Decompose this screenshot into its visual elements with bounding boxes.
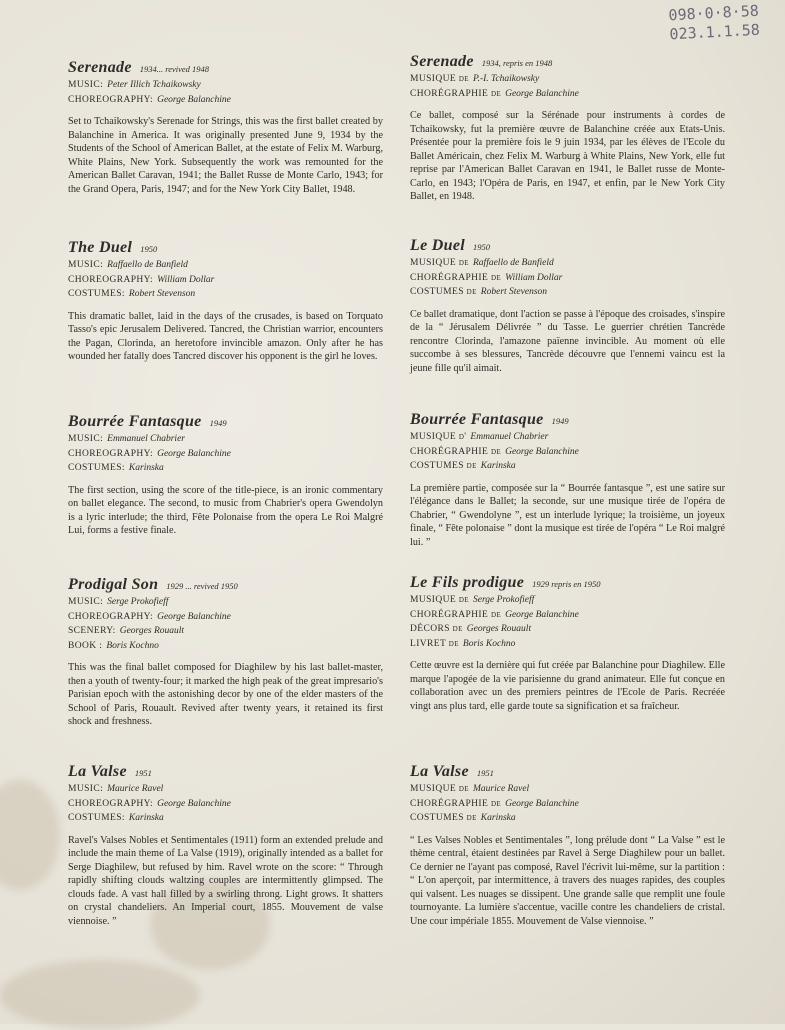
handwritten-number: 023.1.1.58 (668, 20, 760, 44)
ballet-description: This was the final ballet composed for Diaghilew by his last ballet-master, then a youth of twenty-four; it marked the high peak of the great impresario's Parisian epoch with the astonishing decor by one of the elder masters of the School of Paris, Rouault. Revived after twenty years, it retained its first shock and freshness. (68, 662, 383, 727)
ballet-title: Prodigal Son (68, 576, 159, 593)
ballet-entry (68, 575, 383, 729)
credit-role: COSTUMES: (68, 463, 125, 473)
ballet-title: La Valse (410, 763, 469, 780)
credit-line (410, 782, 725, 797)
credit-line (68, 287, 383, 302)
credit-name: Karinska (480, 813, 516, 823)
credit-line (68, 595, 383, 610)
ballet-entry (410, 762, 725, 928)
ballet-description: Set to Tchaikowsky's Serenade for Strings, this was the first ballet created by Balanchine in America. It was originally presented June 9, 1934 by the Students of the School of American Ballet, at the estate of Felix M. Warburg, White Plains, New York. Subsequently the work was remounted for the American Ballet Caravan, 1941; the Ballet Russe de Monte Carlo, 1943; for the Grand Opera, Paris, 1947; and for the New York City Ballet, 1948. (68, 116, 383, 195)
ballet-description: “ Les Valses Nobles et Sentimentales ”, long prélude dont “ La Valse ” est le thème central, étaient destinées par Ravel à Serge Diaghilew pour un ballet. Ce dernier ne l'ayant pas composé, Ravel l'écrivit lui-même, sur la partition : “ L'on aperçoit, par intermittence, à travers des nuages rapides, des couples qui valsent. Les nuages se dissipent. Une grande salle que remplit une foule tournoyante. La lumière s'accentue, vacille contre les chandeliers de cristal. Une cour impériale 1855. Mouvement de Valse viennoise. ” (410, 834, 725, 927)
credit-line (68, 258, 383, 273)
paper-stain (0, 780, 60, 890)
credit-name: George Balanchine (505, 88, 579, 99)
credit-name: George Balanchine (157, 798, 231, 809)
ballet-description: Cette œuvre est la dernière qui fut créée par Balanchine pour Diaghilew. Elle marque l'apogée de la vie parisienne du grand animateur. Elle fut conçue en collaboration avec un des premiers peintres de l'Ecole de Paris. Recréée vingt ans plus tard, elle garde toute sa signification et sa fraîcheur. (410, 660, 725, 712)
handwritten-number: 098·0·8·58 (667, 1, 759, 25)
ballet-entry (68, 58, 383, 196)
ballet-date: 1929 ... revived 1950 (166, 581, 238, 591)
ballet-date: 1951 (134, 768, 152, 778)
credit-line (68, 78, 383, 93)
credit-line (410, 445, 725, 460)
ballet-heading (68, 58, 383, 78)
ballet-description: The first section, using the score of the title-piece, is an ironic commentary on ballet elegance. The second, to music from Chabrier's opera Gwendolyn is a lyric interlude; the third, Fête Polonaise from the opera Le Roi Malgré Lui, forms a festive finale. (68, 484, 383, 536)
credit-role: CHOREOGRAPHY: (68, 448, 154, 459)
ballet-heading (410, 762, 725, 782)
credit-role: COSTUMES de (410, 287, 477, 297)
ballet-title: Serenade (68, 59, 132, 76)
ballet-date: 1950 (472, 242, 490, 252)
ballet-date: 1934, repris en 1948 (481, 58, 553, 68)
credit-role: MUSIQUE de (410, 784, 469, 794)
credit-role: MUSIQUE de (410, 595, 469, 605)
credit-name: George Balanchine (157, 94, 231, 105)
ballet-heading (410, 573, 725, 593)
credit-line (410, 637, 725, 652)
credit-role: MUSIC: (68, 434, 104, 444)
credit-line (68, 624, 383, 639)
credit-role: CHORÉGRAPHIE de (410, 272, 502, 283)
credit-role: CHOREOGRAPHY: (68, 798, 154, 809)
credit-name: Raffaello de Banfield (107, 260, 188, 270)
ballet-title: Bourrée Fantasque (68, 413, 202, 430)
credit-line (68, 461, 383, 476)
ballet-date: 1949 (551, 416, 569, 426)
credit-line (68, 93, 383, 108)
credit-name: Karinska (128, 463, 164, 473)
credit-line (410, 608, 725, 623)
ballet-date: 1929 repris en 1950 (532, 579, 601, 589)
credit-line (68, 273, 383, 288)
credit-name: Georges Rouault (466, 624, 532, 634)
credit-role: BOOK : (68, 640, 103, 651)
credit-line (68, 639, 383, 654)
credit-line (410, 797, 725, 812)
credit-name: Serge Prokofieff (107, 597, 169, 607)
ballet-description: La première partie, composée sur la “ Bourrée fantasque ”, est une satire sur l'élégance dans le Ballet; la seconde, sur une musique tirée de l'opéra de Chabrier, “ Gwendolyne ”, est un interlude lyrique; la troisième, un joyeux finale, “ Fête polonaise ” dont la musique est tirée de l'opéra “ Le Roi malgré lui. ” (410, 482, 725, 548)
credit-line (410, 87, 725, 102)
credit-name: Boris Kochno (106, 640, 159, 651)
credit-role: MUSIQUE de (410, 74, 469, 84)
credit-role: MUSIQUE d' (410, 432, 467, 442)
ballet-heading (68, 238, 383, 258)
ballet-description: This dramatic ballet, laid in the days of the crusades, is based on Torquato Tasso's epic Jerusalem Delivered. Tancred, the Christian warrior, encounters the Pagan, Clorinda, an heretofore invincible amazon. Only after he has wounded her fatally does Tancred discover his opponent is the girl he loves. (68, 310, 383, 362)
ballet-title: Le Fils prodigue (410, 574, 525, 591)
ballet-description: Ravel's Valses Nobles et Sentimentales (1911) form an extended prelude and include the main theme of La Valse (1919), originally intended as a ballet for Serge Diaghilew, but refused by him. Ravel wrote on the score: “ Through rapidly shifting clouds waltzing couples are intermittently glimpsed. The clouds fade. A vast hall filled by a swirling throng. Light grows. It shatters on crystal chandeliers. An Imperial court, 1855. Mouvement de valse viennoise. ” (68, 834, 383, 927)
credit-line (68, 447, 383, 462)
credit-role: MUSIC: (68, 597, 104, 607)
handwritten-catalog-numbers (668, 2, 760, 45)
ballet-title: La Valse (68, 763, 127, 780)
ballet-entry (68, 762, 383, 928)
credit-role: CHOREOGRAPHY: (68, 274, 154, 285)
credit-name: William Dollar (157, 274, 215, 285)
credit-line (410, 285, 725, 300)
credit-line (68, 782, 383, 797)
ballet-title: The Duel (68, 239, 133, 256)
ballet-heading (68, 575, 383, 595)
credit-role: CHOREOGRAPHY: (68, 611, 154, 622)
credit-role: CHOREOGRAPHY: (68, 94, 154, 105)
credit-line (410, 256, 725, 271)
credit-role: CHORÉGRAPHIE de (410, 798, 502, 809)
credit-name: Georges Rouault (119, 626, 185, 636)
ballet-date: 1934... revived 1948 (139, 64, 210, 74)
ballet-entry (410, 573, 725, 713)
credit-name: George Balanchine (505, 446, 579, 457)
credit-role: MUSIC: (68, 784, 104, 794)
ballet-entry (410, 52, 725, 204)
credit-name: George Balanchine (157, 448, 231, 459)
ballet-entry (68, 412, 383, 538)
ballet-heading (68, 762, 383, 782)
ballet-heading (410, 52, 725, 72)
credit-role: COSTUMES de (410, 813, 477, 823)
credit-line (68, 610, 383, 625)
ballet-entry (410, 410, 725, 549)
credit-name: George Balanchine (505, 609, 579, 620)
credit-name: Peter Illich Tchaikowsky (107, 80, 201, 90)
credit-role: MUSIC: (68, 260, 104, 270)
ballet-description: Ce ballet, composé sur la Sérénade pour instruments à cordes de Tchaikowsky, fut la première œuvre de Balanchine créée aux Etats-Unis. Présentée pour la première fois le 9 juin 1934, par les élèves de l'Ecole du Ballet Américain, chez Felix M. Warburg à White Plains, New York, elle fut reprise par l'American Ballet Caravan en 1941, le Ballet russe de Monte-Carlo, en 1943; l'Opéra de Paris, en 1947, et enfin, par le New York City Ballet, en 1948. (410, 110, 725, 202)
credit-role: CHORÉGRAPHIE de (410, 609, 502, 620)
credit-line (410, 459, 725, 474)
credit-name: Boris Kochno (462, 638, 516, 649)
credit-line (68, 797, 383, 812)
ballet-heading (410, 236, 725, 256)
credit-role: CHORÉGRAPHIE de (410, 88, 502, 99)
credit-name: Karinska (480, 461, 516, 471)
credit-name: Maurice Ravel (107, 784, 164, 794)
credit-role: MUSIQUE de (410, 258, 469, 268)
credit-name: William Dollar (505, 272, 563, 283)
credit-role: CHORÉGRAPHIE de (410, 446, 502, 457)
credit-name: Robert Stevenson (128, 289, 196, 299)
credit-name: Serge Prokofieff (473, 595, 535, 605)
credit-role: COSTUMES: (68, 813, 125, 823)
credit-name: Raffaello de Banfield (473, 258, 554, 268)
credit-line (410, 430, 725, 445)
credit-line (68, 432, 383, 447)
credit-line (410, 593, 725, 608)
ballet-entry (68, 238, 383, 364)
ballet-date: 1950 (140, 244, 158, 254)
ballet-date: 1949 (209, 418, 227, 428)
credit-line (410, 72, 725, 87)
credit-line (68, 811, 383, 826)
credit-role: COSTUMES: (68, 289, 125, 299)
credit-name: Maurice Ravel (473, 784, 530, 794)
credit-line (410, 811, 725, 826)
ballet-heading (68, 412, 383, 432)
ballet-title: Bourrée Fantasque (410, 411, 544, 428)
credit-role: COSTUMES de (410, 461, 477, 471)
credit-name: George Balanchine (157, 611, 231, 622)
ballet-date: 1951 (476, 768, 494, 778)
credit-name: Emmanuel Chabrier (107, 434, 185, 444)
ballet-description: Ce ballet dramatique, dont l'action se passe à l'époque des croisades, s'inspire de la “ Jérusalem Délivrée ” du Tasse. Le guerrier chrétien Tancrède rencontre Clorinda, l'amazone païenne invincible. Au moment où elle succombe à ses blessures, Tancrède découvre que l'ennemi vaincu est la jeune fille qu'il aimait. (410, 308, 725, 374)
credit-role: LIVRET de (410, 638, 459, 649)
credit-role: MUSIC: (68, 80, 104, 90)
ballet-heading (410, 410, 725, 430)
credit-name: Emmanuel Chabrier (470, 432, 549, 442)
credit-role: SCENERY: (68, 626, 116, 636)
paper-stain (0, 960, 200, 1030)
credit-line (410, 271, 725, 286)
credit-name: Robert Stevenson (480, 287, 548, 297)
credit-role: DÉCORS de (410, 624, 463, 634)
ballet-title: Serenade (410, 53, 474, 70)
credit-name: P.-I. Tchaikowsky (473, 74, 540, 84)
credit-line (410, 622, 725, 637)
credit-name: George Balanchine (505, 798, 579, 809)
ballet-title: Le Duel (410, 237, 465, 254)
ballet-entry (410, 236, 725, 375)
credit-name: Karinska (128, 813, 164, 823)
